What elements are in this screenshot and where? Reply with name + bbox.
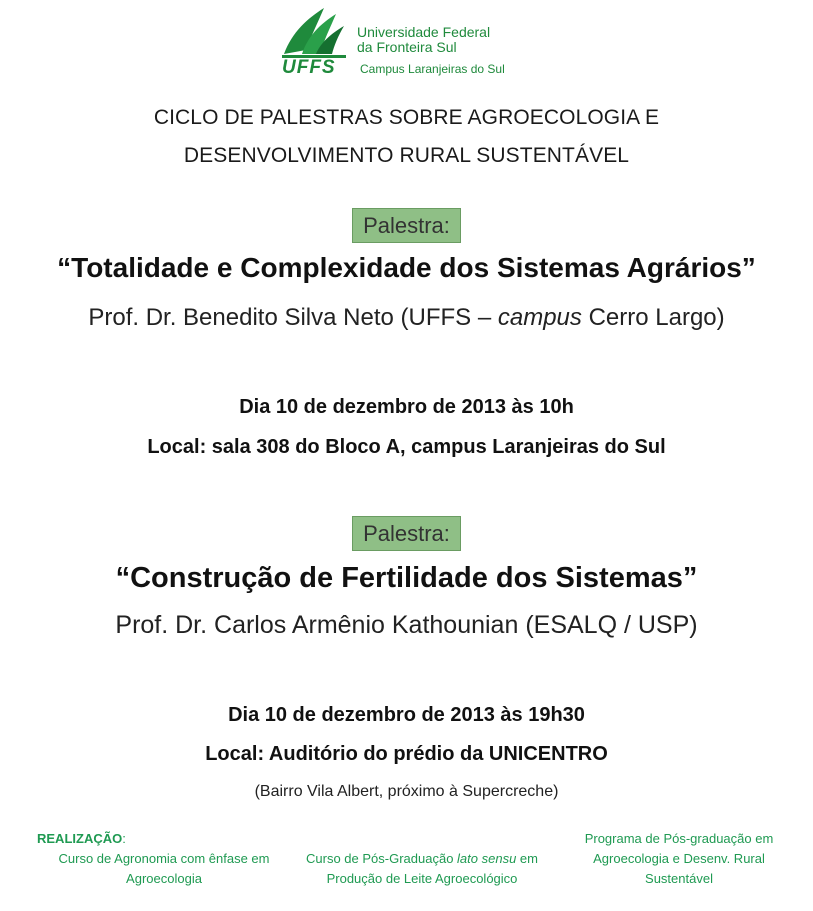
footer-col3-line1: Programa de Pós-graduação em — [584, 831, 774, 846]
talk1-speaker-italic: campus — [497, 304, 582, 331]
talk2-title: “Construção de Fertilidade dos Sistemas” — [115, 562, 698, 594]
footer-col2-line2: Produção de Leite Agroecológico — [326, 871, 518, 886]
university-name — [357, 25, 490, 55]
talk1-speaker-suffix: Cerro Largo) — [581, 304, 725, 331]
talk1-tag: Palestra: — [352, 208, 461, 243]
series-title-line1: CICLO DE PALESTRAS SOBRE AGROECOLOGIA E — [153, 106, 660, 129]
footer-col2-italic: lato sensu — [457, 851, 517, 866]
university-name-line1: Universidade Federal — [357, 24, 491, 40]
talk2-date: Dia 10 de dezembro de 2013 às 19h30 — [228, 704, 585, 726]
talk2-location-note: (Bairro Vila Albert, próximo à Supercreche) — [254, 783, 559, 800]
uffs-acronym: UFFS — [282, 57, 336, 78]
talk1-title: “Totalidade e Complexidade dos Sistemas Agrários” — [57, 252, 756, 283]
talk1-location: Local: sala 308 do Bloco A, campus Laranjeiras do Sul — [147, 436, 666, 458]
footer-col2-prefix: Curso de Pós-Graduação — [306, 851, 458, 866]
talk2-tag: Palestra: — [352, 516, 461, 551]
talk2-speaker: Prof. Dr. Carlos Armênio Kathounian (ESALQ / USP) — [115, 611, 698, 639]
talk1-speaker — [0, 304, 813, 332]
talk1-date: Dia 10 de dezembro de 2013 às 10h — [239, 396, 574, 418]
campus-name: Campus Laranjeiras do Sul — [360, 62, 505, 76]
footer-col2-line1 — [292, 849, 552, 869]
footer-col3 — [566, 829, 792, 889]
footer-col3-line2: Agroecologia e Desenv. Rural — [593, 851, 765, 866]
footer-col1-line1: Curso de Agronomia com ênfase em — [58, 851, 270, 866]
footer-col3-line3: Sustentável — [645, 871, 713, 886]
talk2-location: Local: Auditório do prédio da UNICENTRO — [205, 743, 608, 765]
footer-realizacao-label — [37, 829, 126, 849]
university-name-line2: da Fronteira Sul — [357, 39, 457, 55]
footer-col1 — [42, 849, 286, 889]
realizacao-label: REALIZAÇÃO — [37, 831, 123, 846]
uffs-logo — [278, 4, 350, 78]
footer-col2 — [292, 849, 552, 889]
talk1-tag-wrap — [0, 208, 813, 243]
series-title-line2: DESENVOLVIMENTO RURAL SUSTENTÁVEL — [183, 144, 630, 167]
talk2-tag-wrap — [0, 516, 813, 551]
talk1-speaker-prefix: Prof. Dr. Benedito Silva Neto (UFFS – — [88, 304, 498, 331]
footer-col2-suffix: em — [516, 851, 538, 866]
realizacao-colon: : — [122, 831, 126, 846]
footer-col1-line2: Agroecologia — [126, 871, 202, 886]
